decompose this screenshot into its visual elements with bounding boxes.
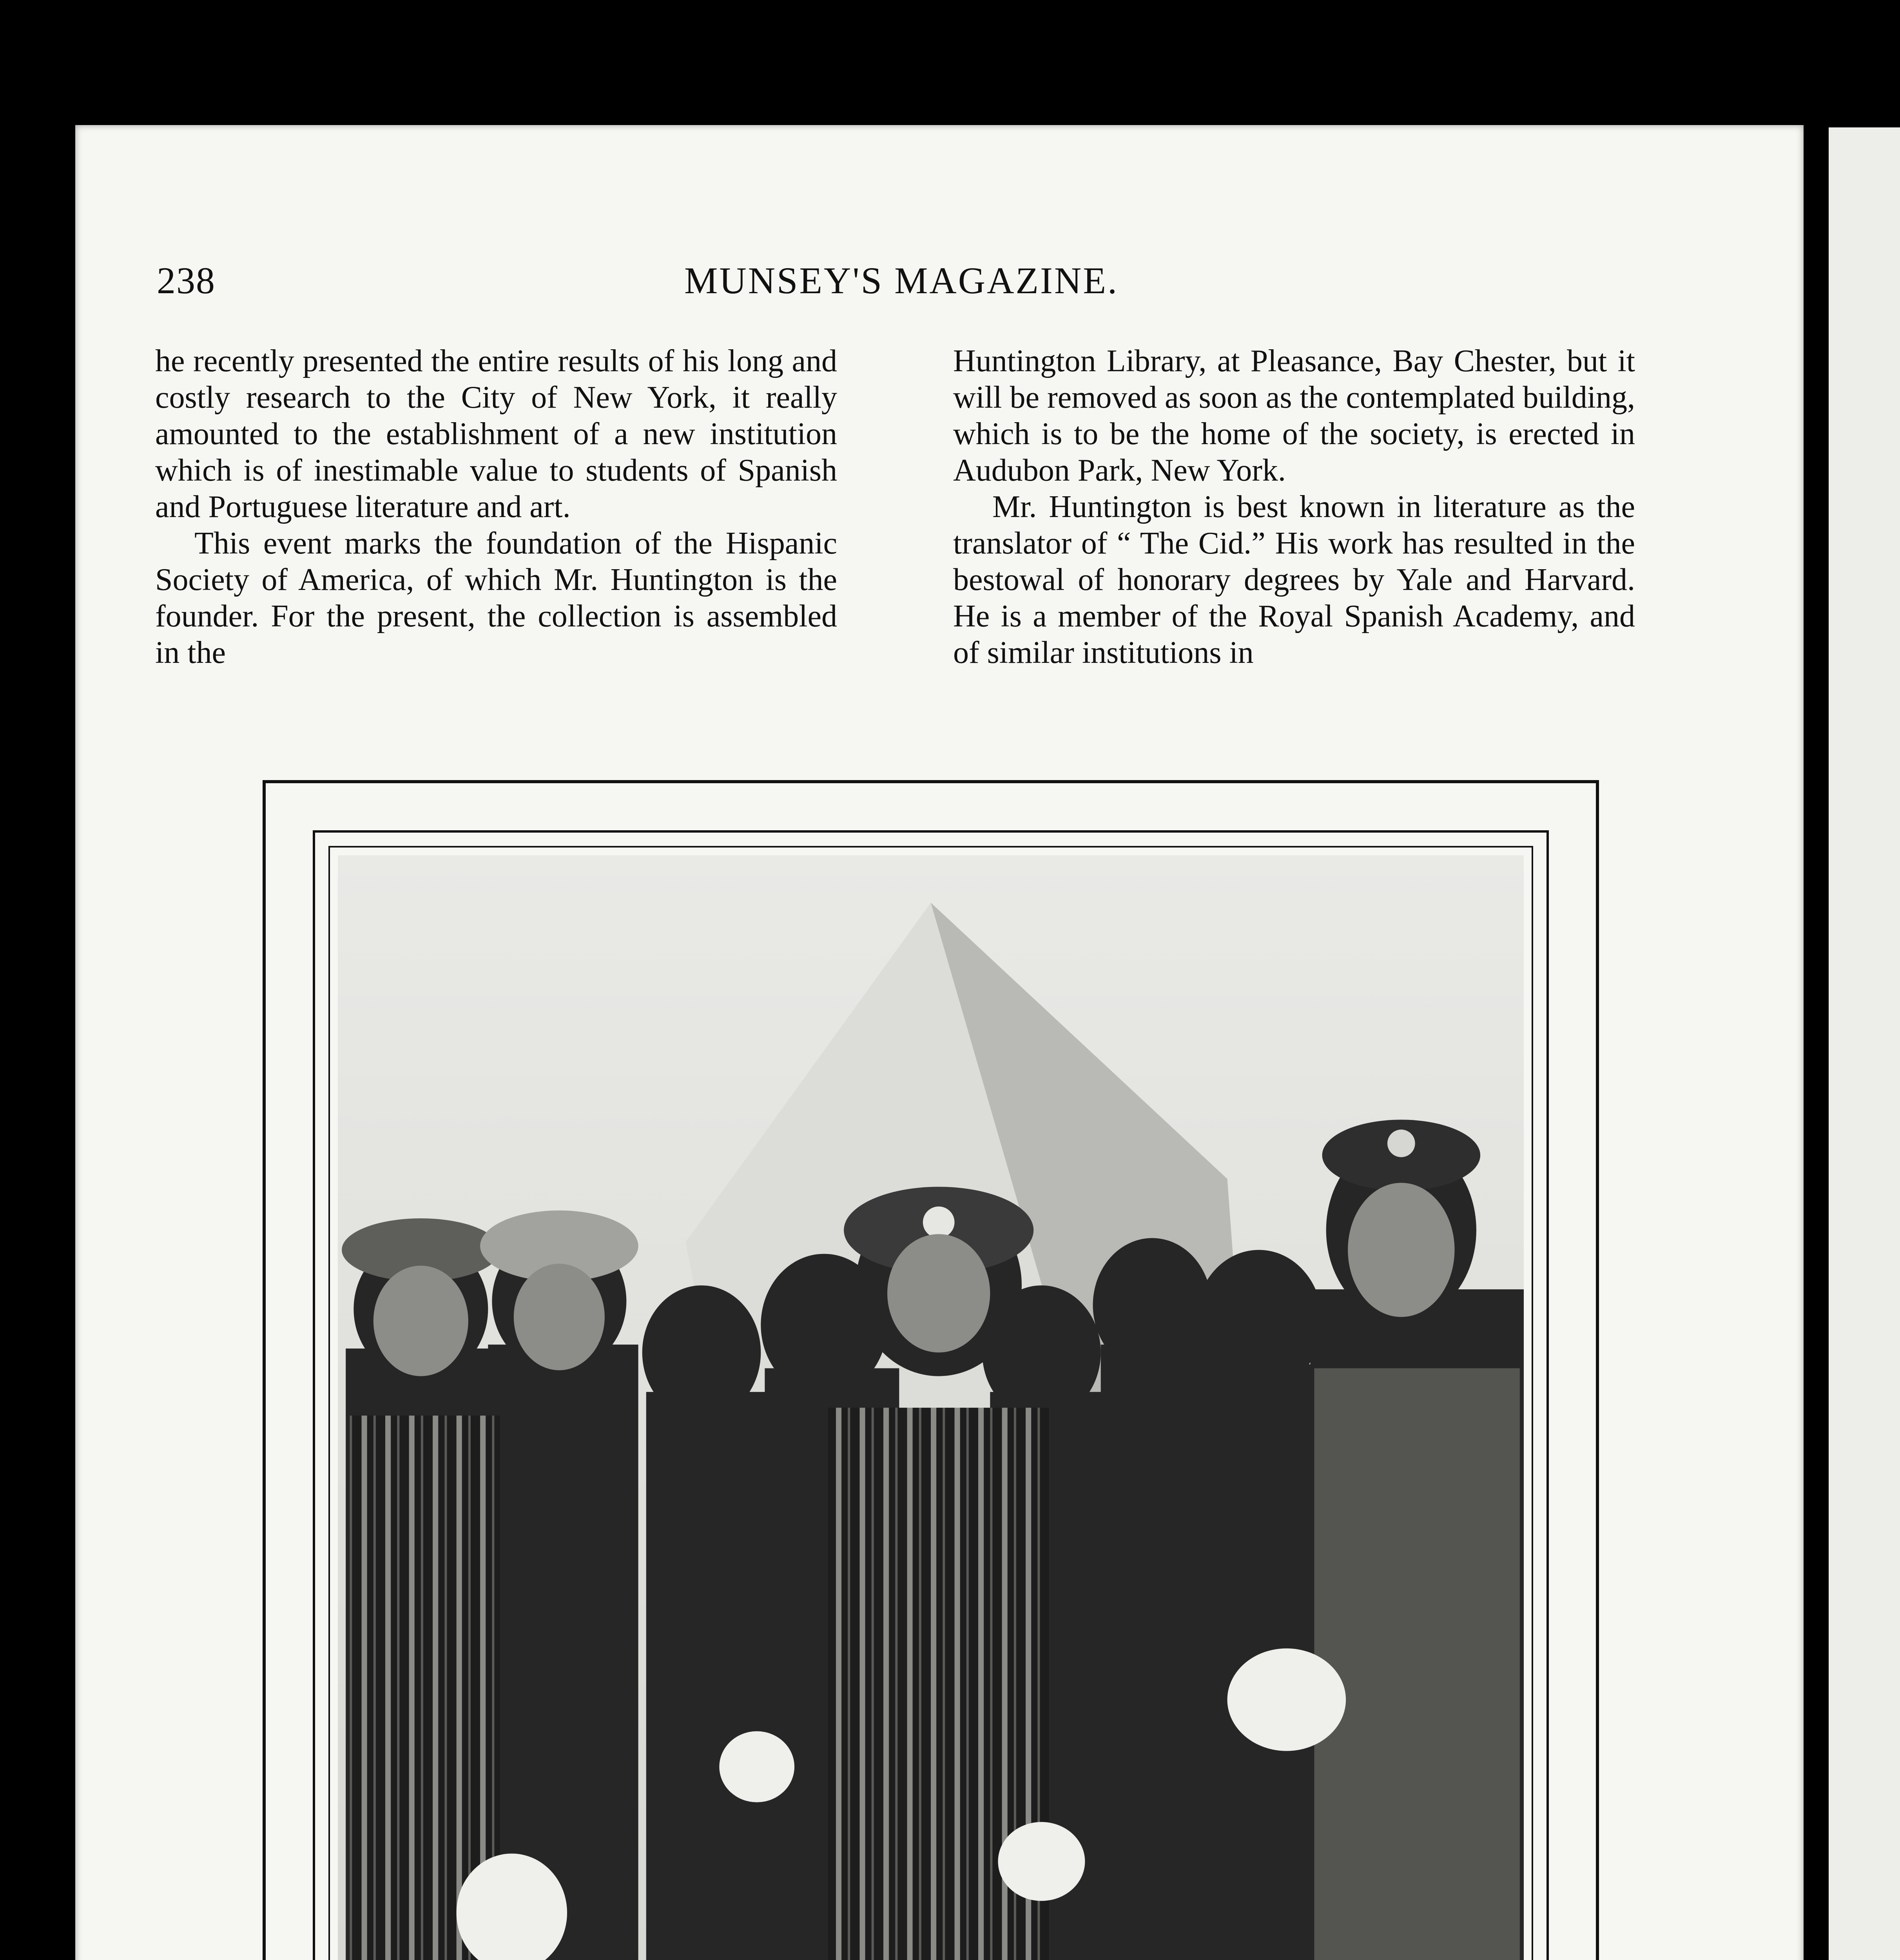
paragraph: This event marks the foundation of the Hispanic Society of America, of which Mr. Huntington is the founder. For the present, the collection is assembled in the [155, 526, 837, 670]
paragraph: Huntington Library, at Pleasance, Bay Chester, but it will be removed as soon as the contemplated building, which is to be the home of the society, is erected in Audubon Park, New York. [953, 344, 1635, 488]
photo-border-inner [328, 846, 1533, 1960]
photo-border [313, 830, 1549, 1960]
adjacent-page-edge [1817, 127, 1900, 1960]
text-column-left [155, 343, 837, 671]
running-head [157, 259, 1646, 314]
magazine-title: MUNSEY'S MAGAZINE. [684, 260, 1119, 301]
text-column-right [953, 343, 1635, 671]
paragraph: Mr. Huntington is best known in literature as the translator of “ The Cid.” His work has resulted in the bestowal of honorary degrees by Yale and Harvard. He is a member of the Royal Spanish Academy, and of similar institutions in [953, 490, 1635, 670]
photo-plate-frame [263, 780, 1599, 1960]
group-photograph [338, 855, 1524, 1960]
page-number: 238 [157, 260, 216, 301]
paragraph: he recently presented the entire results of his long and costly research to the City of New York, it really amounted to the establishment of a new institution which is of inestimable value to students of Spanish and Portuguese literature and art. [155, 344, 837, 524]
